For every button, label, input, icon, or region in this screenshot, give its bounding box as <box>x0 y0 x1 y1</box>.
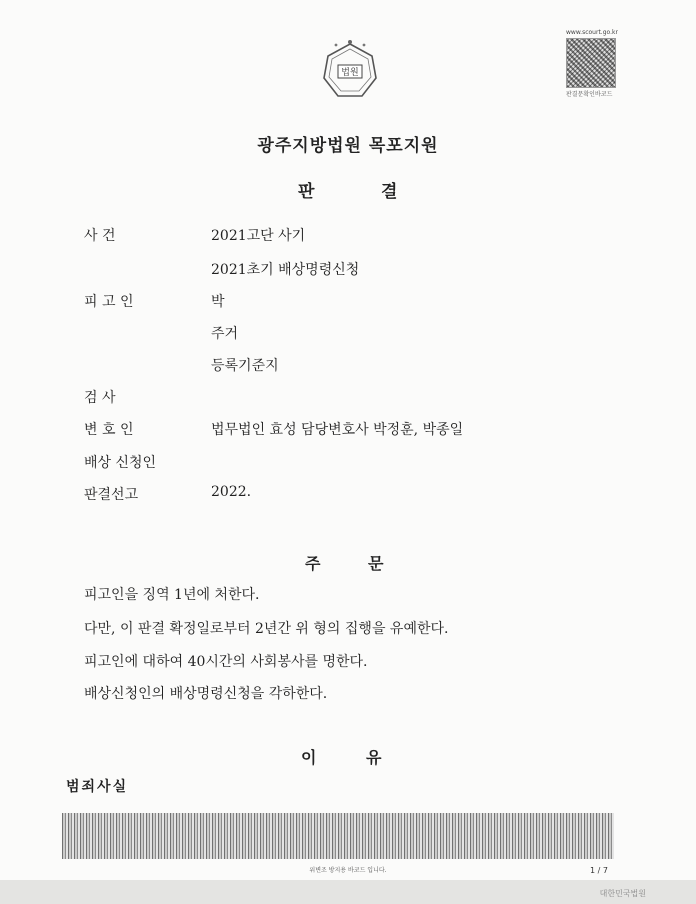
case-number-1: 2021고단 사기 <box>211 228 306 244</box>
order-line-1: 피고인을 징역 1년에 처한다. <box>84 587 260 603</box>
case-number-2: 2021초기 배상명령신청 <box>211 262 360 278</box>
main-order-heading-char-2: 문 <box>368 554 384 573</box>
prosecutor-label: 검 사 <box>84 390 116 406</box>
address-label: 주거 <box>211 326 239 342</box>
registry-label: 등록기준지 <box>211 358 279 374</box>
applicant-label: 배상 신청인 <box>84 455 157 471</box>
criminal-facts-subheading: 범죄사실 <box>66 779 129 795</box>
order-line-3: 피고인에 대하여 40시간의 사회봉사를 명한다. <box>84 654 368 670</box>
court-name: 광주지방법원 목포지원 <box>257 136 439 156</box>
anti-forgery-barcode <box>62 813 614 859</box>
sentencing-date: 2022. <box>211 484 252 500</box>
case-label: 사 건 <box>84 228 116 244</box>
counsel-value: 법무법인 효성 담당변호사 박정훈, 박종일 <box>211 422 464 438</box>
reasons-heading-char-2: 유 <box>366 748 382 767</box>
reasons-heading-char-1: 이 <box>301 748 317 767</box>
counsel-label: 변 호 인 <box>84 422 134 438</box>
document-title-char-1: 판 <box>298 182 315 202</box>
qr-url: www.scourt.go.kr <box>566 29 618 36</box>
footer-org: 대한민국법원 <box>599 889 646 898</box>
verification-qr-code <box>566 38 616 88</box>
document-title-char-2: 결 <box>381 182 398 202</box>
court-emblem-icon <box>318 38 382 102</box>
defendant-label: 피 고 인 <box>84 294 134 310</box>
sentencing-label: 판결선고 <box>84 487 139 503</box>
page-number: 1 / 7 <box>590 866 608 875</box>
order-line-4: 배상신청인의 배상명령신청을 각하한다. <box>84 686 328 702</box>
qr-caption: 판결문확인바코드 <box>566 91 613 98</box>
defendant-name: 박 <box>211 294 225 310</box>
order-line-2: 다만, 이 판결 확정일로부터 2년간 위 형의 집행을 유예한다. <box>84 621 449 637</box>
main-order-heading-char-1: 주 <box>305 554 321 573</box>
footer-bar <box>0 880 696 904</box>
barcode-caption: 위변조 방지용 바코드 입니다. <box>309 867 387 874</box>
emblem-label: 법원 <box>341 68 359 78</box>
